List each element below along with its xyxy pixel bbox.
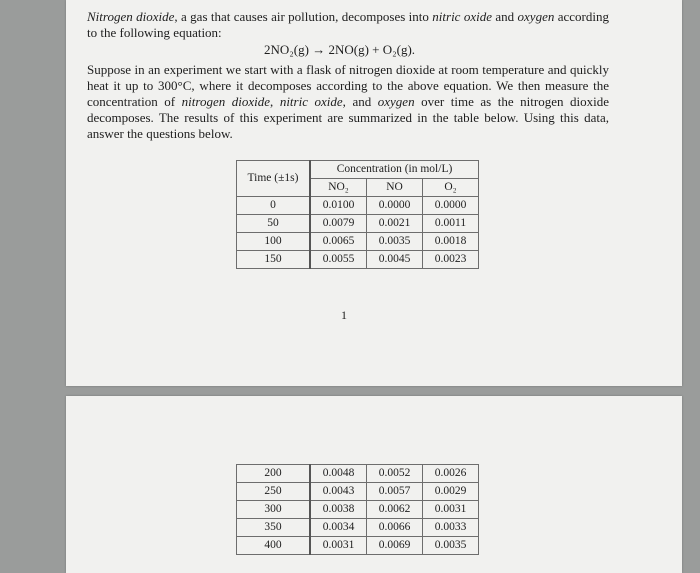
col-header-no: NO bbox=[367, 179, 423, 197]
intro-text: , a gas that causes air pollution, decomposes into bbox=[174, 9, 433, 24]
o2-cell: 0.0023 bbox=[423, 251, 479, 269]
table-row bbox=[237, 251, 479, 269]
concentration-header: Concentration (in mol/L) bbox=[310, 161, 479, 179]
document-page-1 bbox=[66, 0, 682, 386]
o2-cell: 0.0035 bbox=[423, 537, 479, 555]
concentration-table-part-1 bbox=[236, 160, 479, 269]
time-cell: 300 bbox=[237, 501, 311, 519]
term-nitrogen-dioxide: Nitrogen dioxide bbox=[87, 9, 175, 24]
no-cell: 0.0069 bbox=[367, 537, 423, 555]
no2-cell: 0.0065 bbox=[310, 233, 367, 251]
o2-cell: 0.0033 bbox=[423, 519, 479, 537]
intro-text: according to the following equation: bbox=[87, 9, 609, 40]
table-row bbox=[237, 537, 479, 555]
experiment-text: , bbox=[270, 94, 280, 109]
experiment-text: Suppose in an experiment we start with a flask of nitrogen dioxide at room temperature and quickly heat it up to 300°C, where it decomposes according to the above equation. We then measure the concentration of bbox=[87, 62, 609, 109]
no-cell: 0.0062 bbox=[367, 501, 423, 519]
term-nitric-oxide: nitric oxide bbox=[432, 9, 492, 24]
table-row bbox=[237, 215, 479, 233]
no-cell: 0.0057 bbox=[367, 483, 423, 501]
no2-cell: 0.0038 bbox=[310, 501, 367, 519]
term-nitrogen-dioxide: nitrogen dioxide bbox=[181, 94, 271, 109]
o2-cell: 0.0026 bbox=[423, 465, 479, 483]
no2-cell: 0.0034 bbox=[310, 519, 367, 537]
concentration-table-part-2 bbox=[236, 464, 479, 555]
time-cell: 400 bbox=[237, 537, 311, 555]
no-cell: 0.0035 bbox=[367, 233, 423, 251]
time-cell: 0 bbox=[237, 197, 311, 215]
no2-cell: 0.0100 bbox=[310, 197, 367, 215]
table-row bbox=[237, 501, 479, 519]
document-page-2 bbox=[66, 396, 682, 573]
table-row bbox=[237, 483, 479, 501]
experiment-text: over time as the nitrogen dioxide decomposes. The results of this experiment are summarized in the table below. Using this data, answer the questions below. bbox=[87, 94, 610, 141]
col-header-o2: O₂ bbox=[423, 179, 479, 197]
time-cell: 350 bbox=[237, 519, 311, 537]
time-cell: 200 bbox=[237, 465, 311, 483]
term-nitric-oxide: nitric oxide bbox=[279, 94, 343, 109]
time-cell: 150 bbox=[237, 251, 311, 269]
no2-cell: 0.0079 bbox=[310, 215, 367, 233]
term-oxygen: oxygen bbox=[517, 9, 555, 24]
no2-cell: 0.0048 bbox=[310, 465, 367, 483]
o2-cell: 0.0029 bbox=[423, 483, 479, 501]
table-row bbox=[237, 465, 479, 483]
time-header: Time (±1s) bbox=[237, 161, 311, 197]
chemical-equation: 2NO₂(g) → 2NO(g) + O₂(g). bbox=[264, 42, 416, 57]
time-cell: 50 bbox=[237, 215, 311, 233]
o2-cell: 0.0011 bbox=[423, 215, 479, 233]
time-cell: 100 bbox=[237, 233, 311, 251]
experiment-text: , and bbox=[342, 94, 378, 109]
no-cell: 0.0066 bbox=[367, 519, 423, 537]
o2-cell: 0.0018 bbox=[423, 233, 479, 251]
no-cell: 0.0045 bbox=[367, 251, 423, 269]
table-row bbox=[237, 233, 479, 251]
no2-cell: 0.0031 bbox=[310, 537, 367, 555]
no-cell: 0.0000 bbox=[367, 197, 423, 215]
experiment-paragraph bbox=[87, 62, 609, 142]
table-row bbox=[237, 519, 479, 537]
no2-cell: 0.0043 bbox=[310, 483, 367, 501]
term-oxygen: oxygen bbox=[377, 94, 415, 109]
page-number: 1 bbox=[341, 308, 347, 322]
o2-cell: 0.0000 bbox=[423, 197, 479, 215]
intro-text: and bbox=[491, 9, 518, 24]
no-cell: 0.0021 bbox=[367, 215, 423, 233]
table-row bbox=[237, 197, 479, 215]
no-cell: 0.0052 bbox=[367, 465, 423, 483]
no2-cell: 0.0055 bbox=[310, 251, 367, 269]
intro-paragraph bbox=[87, 9, 609, 41]
time-cell: 250 bbox=[237, 483, 311, 501]
col-header-no2: NO₂ bbox=[310, 179, 367, 197]
o2-cell: 0.0031 bbox=[423, 501, 479, 519]
